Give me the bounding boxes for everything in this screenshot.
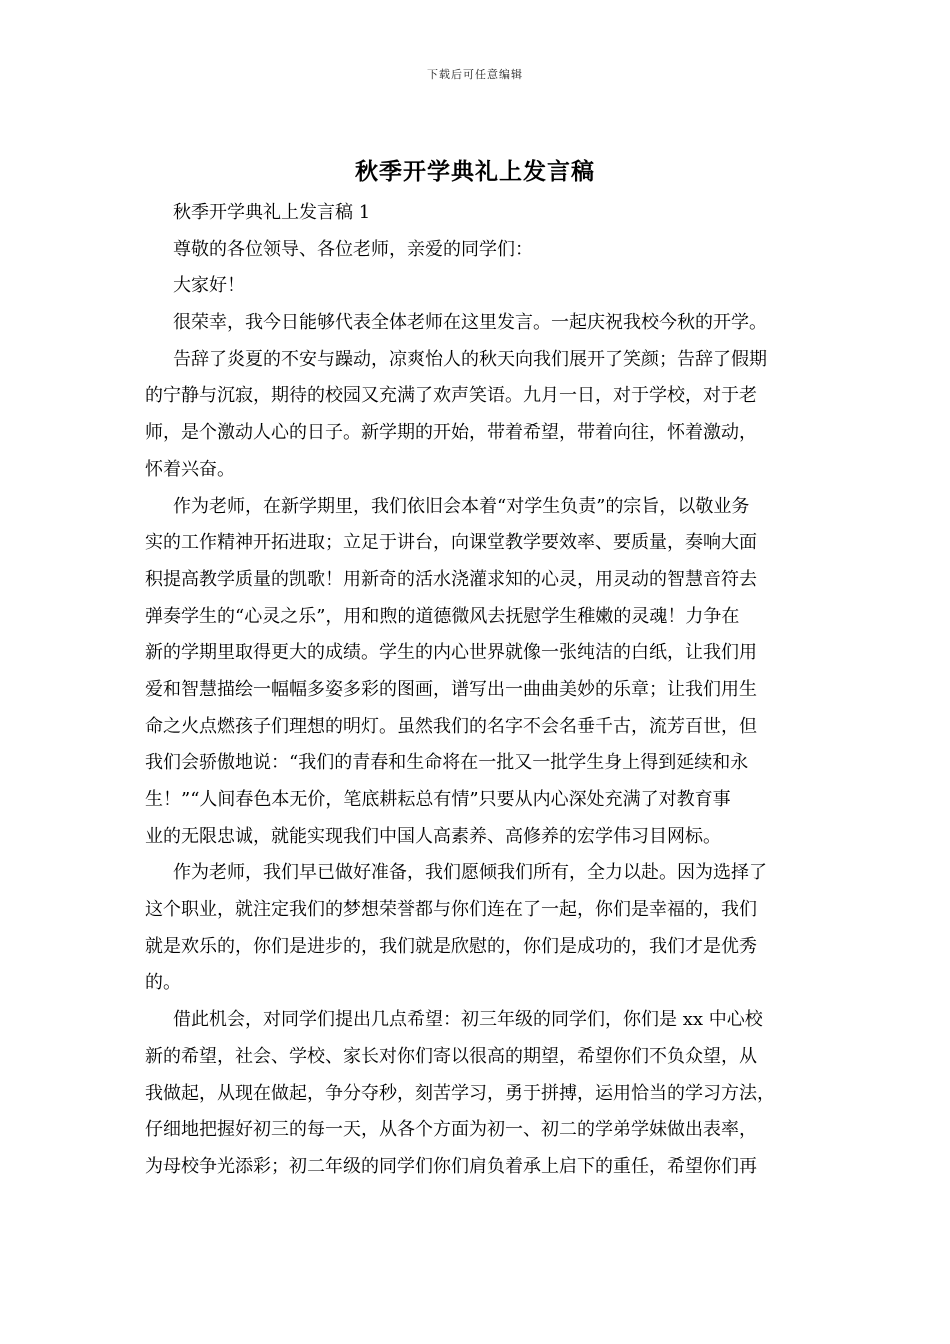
text-line: 弹奏学生的“心灵之乐”，用和煦的道德微风去抚慰学生稚嫩的灵魂！力争在 xyxy=(145,605,740,627)
text-line: 我们会骄傲地说：“我们的青春和生命将在一批又一批学生身上得到延续和永 xyxy=(145,752,749,774)
text-line: 爱和智慧描绘一幅幅多姿多彩的图画，谱写出一曲曲美妙的乐章；让我们用生 xyxy=(145,678,757,700)
text-line: 命之火点燃孩子们理想的明灯。虽然我们的名字不会名垂千古，流芳百世，但 xyxy=(145,715,757,737)
text-line: 大家好！ xyxy=(173,275,245,297)
text-line: 为母校争光添彩；初二年级的同学们你们肩负着承上启下的重任，希望你们再 xyxy=(145,1155,757,1177)
text-line: 的。 xyxy=(145,972,181,994)
text-line: 积提高教学质量的凯歌！用新奇的活水浇灌求知的心灵，用灵动的智慧音符去 xyxy=(145,568,757,590)
header-note: 下载后可任意编辑 xyxy=(427,68,523,81)
text-line: 告辞了炎夏的不安与躁动，凉爽怡人的秋天向我们展开了笑颜；告辞了假期 xyxy=(173,348,767,370)
text-line: 很荣幸，我今日能够代表全体老师在这里发言。一起庆祝我校今秋的开学。 xyxy=(173,312,767,334)
text-line: 业的无限忠诚，就能实现我们中国人高素养、高修养的宏学伟习目网标。 xyxy=(145,825,721,847)
text-line: 就是欢乐的，你们是进步的，我们就是欣慰的，你们是成功的，我们才是优秀 xyxy=(145,935,757,957)
text-line: 这个职业，就注定我们的梦想荣誉都与你们连在了一起，你们是幸福的，我们 xyxy=(145,899,757,921)
text-line: 怀着兴奋。 xyxy=(145,458,235,480)
document-title: 秋季开学典礼上发言稿 xyxy=(355,158,595,185)
document-body xyxy=(145,195,813,1186)
text-line: 师，是个激动人心的日子。新学期的开始，带着希望，带着向往，怀着激动， xyxy=(145,422,757,444)
text-line: 新的希望，社会、学校、家长对你们寄以很高的期望，希望你们不负众望，从 xyxy=(145,1045,757,1067)
text-line: 实的工作精神开拓进取；立足于讲台，向课堂教学要效率、要质量，奏响大面 xyxy=(145,532,757,554)
text-line: 作为老师，我们早已做好准备，我们愿倾我们所有，全力以赴。因为选择了 xyxy=(173,862,767,884)
text-line: 新的学期里取得更大的成绩。学生的内心世界就像一张纯洁的白纸，让我们用 xyxy=(145,642,757,664)
text-line: 我做起，从现在做起，争分夺秒，刻苦学习，勇于拼搏，运用恰当的学习方法， xyxy=(145,1082,775,1104)
text-line: 作为老师，在新学期里，我们依旧会本着“对学生负责”的宗旨，以敬业务 xyxy=(173,495,750,517)
text-line: 尊敬的各位领导、各位老师，亲爱的同学们： xyxy=(173,238,533,260)
text-line: 生！”“人间春色本无价，笔底耕耘总有情”只要从内心深处充满了对教育事 xyxy=(145,789,731,810)
text-line: 的宁静与沉寂，期待的校园又充满了欢声笑语。九月一日，对于学校，对于老 xyxy=(145,385,757,407)
text-line: 仔细地把握好初三的每一天，从各个方面为初一、初二的学弟学妹做出表率， xyxy=(145,1119,757,1141)
text-line: 秋季开学典礼上发言稿 1 xyxy=(173,202,371,223)
text-line: 借此机会，对同学们提出几点希望：初三年级的同学们，你们是 xx 中心校 xyxy=(173,1009,763,1031)
